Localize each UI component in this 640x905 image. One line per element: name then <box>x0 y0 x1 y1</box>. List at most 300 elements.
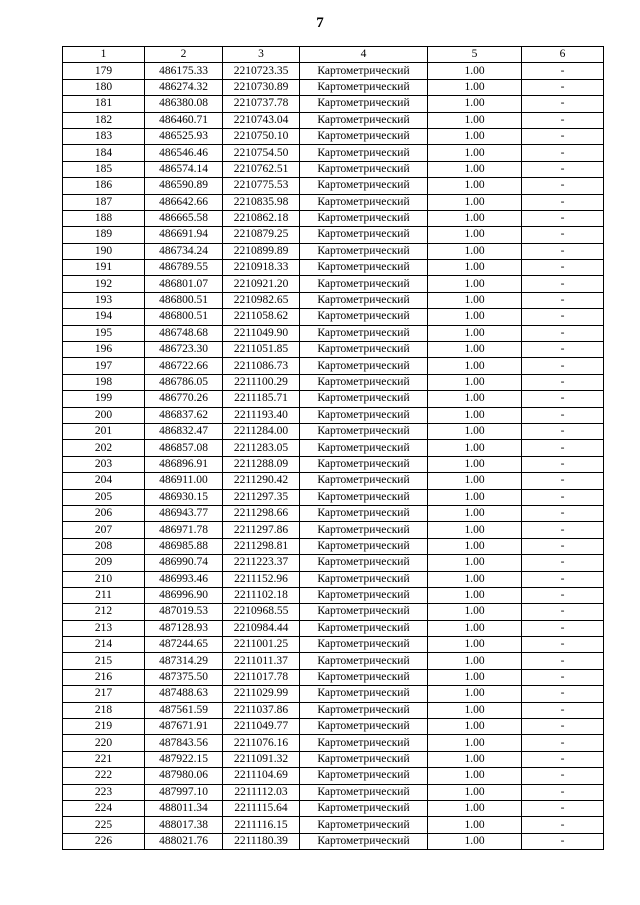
note-cell: - <box>522 751 604 767</box>
table-row <box>63 145 604 161</box>
note-cell: - <box>522 620 604 636</box>
y-coordinate-cell: 2210750.10 <box>223 128 300 144</box>
note-cell: - <box>522 145 604 161</box>
x-coordinate-cell: 486801.07 <box>145 276 223 292</box>
accuracy-cell: 1.00 <box>428 342 522 358</box>
accuracy-cell: 1.00 <box>428 79 522 95</box>
accuracy-cell: 1.00 <box>428 489 522 505</box>
y-coordinate-cell: 2211297.86 <box>223 522 300 538</box>
table-row <box>63 358 604 374</box>
note-cell: - <box>522 702 604 718</box>
accuracy-cell: 1.00 <box>428 702 522 718</box>
table-row <box>63 210 604 226</box>
note-cell: - <box>522 669 604 685</box>
table-row <box>63 63 604 79</box>
point-number-cell: 189 <box>63 227 145 243</box>
note-cell: - <box>522 309 604 325</box>
point-number-cell: 210 <box>63 571 145 587</box>
accuracy-cell: 1.00 <box>428 407 522 423</box>
x-coordinate-cell: 486734.24 <box>145 243 223 259</box>
table-row <box>63 391 604 407</box>
y-coordinate-cell: 2211051.85 <box>223 342 300 358</box>
accuracy-cell: 1.00 <box>428 194 522 210</box>
point-number-cell: 179 <box>63 63 145 79</box>
point-number-cell: 199 <box>63 391 145 407</box>
table-row <box>63 112 604 128</box>
accuracy-cell: 1.00 <box>428 719 522 735</box>
table-row <box>63 768 604 784</box>
method-cell: Картометрический <box>300 735 428 751</box>
table-header-row <box>63 47 604 63</box>
method-cell: Картометрический <box>300 358 428 374</box>
table-row <box>63 571 604 587</box>
note-cell: - <box>522 735 604 751</box>
table-row <box>63 260 604 276</box>
accuracy-cell: 1.00 <box>428 145 522 161</box>
x-coordinate-cell: 487244.65 <box>145 637 223 653</box>
point-number-cell: 184 <box>63 145 145 161</box>
accuracy-cell: 1.00 <box>428 555 522 571</box>
accuracy-cell: 1.00 <box>428 112 522 128</box>
method-cell: Картометрический <box>300 489 428 505</box>
note-cell: - <box>522 555 604 571</box>
method-cell: Картометрический <box>300 686 428 702</box>
point-number-cell: 215 <box>63 653 145 669</box>
note-cell: - <box>522 112 604 128</box>
note-cell: - <box>522 391 604 407</box>
table-row <box>63 374 604 390</box>
column-header-1: 1 <box>63 47 145 63</box>
note-cell: - <box>522 522 604 538</box>
accuracy-cell: 1.00 <box>428 161 522 177</box>
note-cell: - <box>522 686 604 702</box>
x-coordinate-cell: 486460.71 <box>145 112 223 128</box>
note-cell: - <box>522 292 604 308</box>
y-coordinate-cell: 2211115.64 <box>223 800 300 816</box>
method-cell: Картометрический <box>300 473 428 489</box>
y-coordinate-cell: 2210982.65 <box>223 292 300 308</box>
method-cell: Картометрический <box>300 374 428 390</box>
note-cell: - <box>522 358 604 374</box>
point-number-cell: 204 <box>63 473 145 489</box>
y-coordinate-cell: 2211290.42 <box>223 473 300 489</box>
y-coordinate-cell: 2211298.81 <box>223 538 300 554</box>
y-coordinate-cell: 2210775.53 <box>223 178 300 194</box>
y-coordinate-cell: 2210899.89 <box>223 243 300 259</box>
x-coordinate-cell: 486274.32 <box>145 79 223 95</box>
y-coordinate-cell: 2210921.20 <box>223 276 300 292</box>
point-number-cell: 202 <box>63 440 145 456</box>
y-coordinate-cell: 2211298.66 <box>223 505 300 521</box>
accuracy-cell: 1.00 <box>428 63 522 79</box>
method-cell: Картометрический <box>300 768 428 784</box>
y-coordinate-cell: 2211297.35 <box>223 489 300 505</box>
point-number-cell: 226 <box>63 833 145 849</box>
column-header-3: 3 <box>223 47 300 63</box>
accuracy-cell: 1.00 <box>428 325 522 341</box>
method-cell: Картометрический <box>300 325 428 341</box>
x-coordinate-cell: 486175.33 <box>145 63 223 79</box>
x-coordinate-cell: 486911.00 <box>145 473 223 489</box>
method-cell: Картометрический <box>300 817 428 833</box>
y-coordinate-cell: 2211102.18 <box>223 587 300 603</box>
point-number-cell: 183 <box>63 128 145 144</box>
y-coordinate-cell: 2210743.04 <box>223 112 300 128</box>
y-coordinate-cell: 2210918.33 <box>223 260 300 276</box>
accuracy-cell: 1.00 <box>428 653 522 669</box>
accuracy-cell: 1.00 <box>428 800 522 816</box>
table-row <box>63 817 604 833</box>
table-row <box>63 604 604 620</box>
x-coordinate-cell: 487128.93 <box>145 620 223 636</box>
y-coordinate-cell: 2210730.89 <box>223 79 300 95</box>
column-header-5: 5 <box>428 47 522 63</box>
method-cell: Картометрический <box>300 342 428 358</box>
method-cell: Картометрический <box>300 702 428 718</box>
table-row <box>63 587 604 603</box>
y-coordinate-cell: 2211076.16 <box>223 735 300 751</box>
note-cell: - <box>522 489 604 505</box>
table-row <box>63 637 604 653</box>
point-number-cell: 180 <box>63 79 145 95</box>
table-row <box>63 243 604 259</box>
x-coordinate-cell: 486748.68 <box>145 325 223 341</box>
x-coordinate-cell: 487671.91 <box>145 719 223 735</box>
table-row <box>63 784 604 800</box>
point-number-cell: 218 <box>63 702 145 718</box>
point-number-cell: 207 <box>63 522 145 538</box>
note-cell: - <box>522 833 604 849</box>
column-header-4: 4 <box>300 47 428 63</box>
method-cell: Картометрический <box>300 96 428 112</box>
x-coordinate-cell: 486800.51 <box>145 309 223 325</box>
accuracy-cell: 1.00 <box>428 374 522 390</box>
point-number-cell: 186 <box>63 178 145 194</box>
method-cell: Картометрический <box>300 243 428 259</box>
note-cell: - <box>522 587 604 603</box>
method-cell: Картометрический <box>300 555 428 571</box>
y-coordinate-cell: 2211185.71 <box>223 391 300 407</box>
table-row <box>63 473 604 489</box>
x-coordinate-cell: 486525.93 <box>145 128 223 144</box>
y-coordinate-cell: 2211001.25 <box>223 637 300 653</box>
y-coordinate-cell: 2210835.98 <box>223 194 300 210</box>
accuracy-cell: 1.00 <box>428 751 522 767</box>
method-cell: Картометрический <box>300 800 428 816</box>
method-cell: Картометрический <box>300 79 428 95</box>
x-coordinate-cell: 487561.59 <box>145 702 223 718</box>
table-row <box>63 489 604 505</box>
point-number-cell: 212 <box>63 604 145 620</box>
method-cell: Картометрический <box>300 719 428 735</box>
y-coordinate-cell: 2210723.35 <box>223 63 300 79</box>
x-coordinate-cell: 486380.08 <box>145 96 223 112</box>
accuracy-cell: 1.00 <box>428 473 522 489</box>
x-coordinate-cell: 486665.58 <box>145 210 223 226</box>
accuracy-cell: 1.00 <box>428 604 522 620</box>
y-coordinate-cell: 2211049.90 <box>223 325 300 341</box>
accuracy-cell: 1.00 <box>428 735 522 751</box>
point-number-cell: 191 <box>63 260 145 276</box>
accuracy-cell: 1.00 <box>428 309 522 325</box>
x-coordinate-cell: 486789.55 <box>145 260 223 276</box>
accuracy-cell: 1.00 <box>428 571 522 587</box>
y-coordinate-cell: 2211049.77 <box>223 719 300 735</box>
table-row <box>63 79 604 95</box>
table-row <box>63 342 604 358</box>
accuracy-cell: 1.00 <box>428 538 522 554</box>
point-number-cell: 203 <box>63 456 145 472</box>
x-coordinate-cell: 486590.89 <box>145 178 223 194</box>
accuracy-cell: 1.00 <box>428 423 522 439</box>
y-coordinate-cell: 2211288.09 <box>223 456 300 472</box>
y-coordinate-cell: 2211104.69 <box>223 768 300 784</box>
coordinates-table <box>62 46 604 850</box>
y-coordinate-cell: 2211193.40 <box>223 407 300 423</box>
point-number-cell: 193 <box>63 292 145 308</box>
table-row <box>63 96 604 112</box>
note-cell: - <box>522 161 604 177</box>
note-cell: - <box>522 178 604 194</box>
y-coordinate-cell: 2211112.03 <box>223 784 300 800</box>
note-cell: - <box>522 63 604 79</box>
y-coordinate-cell: 2211029.99 <box>223 686 300 702</box>
y-coordinate-cell: 2211116.15 <box>223 817 300 833</box>
point-number-cell: 182 <box>63 112 145 128</box>
note-cell: - <box>522 325 604 341</box>
x-coordinate-cell: 486996.90 <box>145 587 223 603</box>
note-cell: - <box>522 128 604 144</box>
y-coordinate-cell: 2211091.32 <box>223 751 300 767</box>
table-row <box>63 194 604 210</box>
method-cell: Картометрический <box>300 194 428 210</box>
table-row <box>63 276 604 292</box>
x-coordinate-cell: 488021.76 <box>145 833 223 849</box>
accuracy-cell: 1.00 <box>428 456 522 472</box>
x-coordinate-cell: 486930.15 <box>145 489 223 505</box>
point-number-cell: 222 <box>63 768 145 784</box>
note-cell: - <box>522 637 604 653</box>
point-number-cell: 196 <box>63 342 145 358</box>
method-cell: Картометрический <box>300 669 428 685</box>
x-coordinate-cell: 487019.53 <box>145 604 223 620</box>
note-cell: - <box>522 227 604 243</box>
table-row <box>63 686 604 702</box>
table-row <box>63 653 604 669</box>
point-number-cell: 192 <box>63 276 145 292</box>
note-cell: - <box>522 260 604 276</box>
point-number-cell: 187 <box>63 194 145 210</box>
point-number-cell: 225 <box>63 817 145 833</box>
method-cell: Картометрический <box>300 751 428 767</box>
x-coordinate-cell: 487980.06 <box>145 768 223 784</box>
table-row <box>63 309 604 325</box>
point-number-cell: 194 <box>63 309 145 325</box>
point-number-cell: 224 <box>63 800 145 816</box>
accuracy-cell: 1.00 <box>428 391 522 407</box>
note-cell: - <box>522 604 604 620</box>
table-row <box>63 161 604 177</box>
accuracy-cell: 1.00 <box>428 768 522 784</box>
accuracy-cell: 1.00 <box>428 227 522 243</box>
method-cell: Картометрический <box>300 784 428 800</box>
note-cell: - <box>522 440 604 456</box>
y-coordinate-cell: 2211100.29 <box>223 374 300 390</box>
accuracy-cell: 1.00 <box>428 817 522 833</box>
x-coordinate-cell: 486993.46 <box>145 571 223 587</box>
accuracy-cell: 1.00 <box>428 210 522 226</box>
y-coordinate-cell: 2210737.78 <box>223 96 300 112</box>
point-number-cell: 214 <box>63 637 145 653</box>
accuracy-cell: 1.00 <box>428 587 522 603</box>
method-cell: Картометрический <box>300 522 428 538</box>
point-number-cell: 223 <box>63 784 145 800</box>
note-cell: - <box>522 653 604 669</box>
x-coordinate-cell: 486943.77 <box>145 505 223 521</box>
accuracy-cell: 1.00 <box>428 784 522 800</box>
point-number-cell: 190 <box>63 243 145 259</box>
accuracy-cell: 1.00 <box>428 522 522 538</box>
note-cell: - <box>522 210 604 226</box>
point-number-cell: 201 <box>63 423 145 439</box>
accuracy-cell: 1.00 <box>428 833 522 849</box>
method-cell: Картометрический <box>300 260 428 276</box>
x-coordinate-cell: 487314.29 <box>145 653 223 669</box>
point-number-cell: 198 <box>63 374 145 390</box>
table-row <box>63 751 604 767</box>
x-coordinate-cell: 486691.94 <box>145 227 223 243</box>
note-cell: - <box>522 96 604 112</box>
note-cell: - <box>522 243 604 259</box>
x-coordinate-cell: 486546.46 <box>145 145 223 161</box>
note-cell: - <box>522 784 604 800</box>
method-cell: Картометрический <box>300 128 428 144</box>
method-cell: Картометрический <box>300 161 428 177</box>
accuracy-cell: 1.00 <box>428 669 522 685</box>
accuracy-cell: 1.00 <box>428 178 522 194</box>
point-number-cell: 213 <box>63 620 145 636</box>
table-row <box>63 440 604 456</box>
table-row <box>63 702 604 718</box>
table-row <box>63 407 604 423</box>
table-row <box>63 178 604 194</box>
point-number-cell: 220 <box>63 735 145 751</box>
method-cell: Картометрический <box>300 538 428 554</box>
table-row <box>63 227 604 243</box>
accuracy-cell: 1.00 <box>428 505 522 521</box>
accuracy-cell: 1.00 <box>428 440 522 456</box>
table-row <box>63 505 604 521</box>
table-row <box>63 292 604 308</box>
y-coordinate-cell: 2211152.96 <box>223 571 300 587</box>
table-row <box>63 735 604 751</box>
y-coordinate-cell: 2210754.50 <box>223 145 300 161</box>
y-coordinate-cell: 2211223.37 <box>223 555 300 571</box>
accuracy-cell: 1.00 <box>428 637 522 653</box>
x-coordinate-cell: 486990.74 <box>145 555 223 571</box>
column-header-6: 6 <box>522 47 604 63</box>
point-number-cell: 200 <box>63 407 145 423</box>
note-cell: - <box>522 374 604 390</box>
method-cell: Картометрический <box>300 145 428 161</box>
table-row <box>63 456 604 472</box>
y-coordinate-cell: 2211011.37 <box>223 653 300 669</box>
accuracy-cell: 1.00 <box>428 358 522 374</box>
x-coordinate-cell: 486800.51 <box>145 292 223 308</box>
accuracy-cell: 1.00 <box>428 260 522 276</box>
column-header-2: 2 <box>145 47 223 63</box>
method-cell: Картометрический <box>300 637 428 653</box>
x-coordinate-cell: 486642.66 <box>145 194 223 210</box>
method-cell: Картометрический <box>300 456 428 472</box>
x-coordinate-cell: 486971.78 <box>145 522 223 538</box>
method-cell: Картометрический <box>300 276 428 292</box>
y-coordinate-cell: 2210862.18 <box>223 210 300 226</box>
accuracy-cell: 1.00 <box>428 276 522 292</box>
point-number-cell: 211 <box>63 587 145 603</box>
method-cell: Картометрический <box>300 63 428 79</box>
method-cell: Картометрический <box>300 227 428 243</box>
page-number: 7 <box>316 15 324 31</box>
y-coordinate-cell: 2211086.73 <box>223 358 300 374</box>
point-number-cell: 197 <box>63 358 145 374</box>
point-number-cell: 216 <box>63 669 145 685</box>
method-cell: Картометрический <box>300 505 428 521</box>
y-coordinate-cell: 2210984.44 <box>223 620 300 636</box>
accuracy-cell: 1.00 <box>428 243 522 259</box>
x-coordinate-cell: 486723.30 <box>145 342 223 358</box>
note-cell: - <box>522 571 604 587</box>
y-coordinate-cell: 2211017.78 <box>223 669 300 685</box>
x-coordinate-cell: 486985.88 <box>145 538 223 554</box>
method-cell: Картометрический <box>300 112 428 128</box>
note-cell: - <box>522 719 604 735</box>
method-cell: Картометрический <box>300 587 428 603</box>
point-number-cell: 209 <box>63 555 145 571</box>
table-row <box>63 620 604 636</box>
accuracy-cell: 1.00 <box>428 128 522 144</box>
method-cell: Картометрический <box>300 391 428 407</box>
point-number-cell: 195 <box>63 325 145 341</box>
method-cell: Картометрический <box>300 423 428 439</box>
point-number-cell: 181 <box>63 96 145 112</box>
method-cell: Картометрический <box>300 604 428 620</box>
point-number-cell: 221 <box>63 751 145 767</box>
x-coordinate-cell: 487375.50 <box>145 669 223 685</box>
x-coordinate-cell: 486770.26 <box>145 391 223 407</box>
method-cell: Картометрический <box>300 210 428 226</box>
accuracy-cell: 1.00 <box>428 686 522 702</box>
x-coordinate-cell: 487488.63 <box>145 686 223 702</box>
x-coordinate-cell: 487843.56 <box>145 735 223 751</box>
table-row <box>63 325 604 341</box>
table-row <box>63 833 604 849</box>
y-coordinate-cell: 2211037.86 <box>223 702 300 718</box>
note-cell: - <box>522 342 604 358</box>
table-body <box>63 63 604 850</box>
note-cell: - <box>522 505 604 521</box>
table-row <box>63 128 604 144</box>
method-cell: Картометрический <box>300 620 428 636</box>
note-cell: - <box>522 768 604 784</box>
y-coordinate-cell: 2211058.62 <box>223 309 300 325</box>
y-coordinate-cell: 2211283.05 <box>223 440 300 456</box>
y-coordinate-cell: 2210968.55 <box>223 604 300 620</box>
y-coordinate-cell: 2210762.51 <box>223 161 300 177</box>
x-coordinate-cell: 488017.38 <box>145 817 223 833</box>
method-cell: Картометрический <box>300 653 428 669</box>
x-coordinate-cell: 487922.15 <box>145 751 223 767</box>
